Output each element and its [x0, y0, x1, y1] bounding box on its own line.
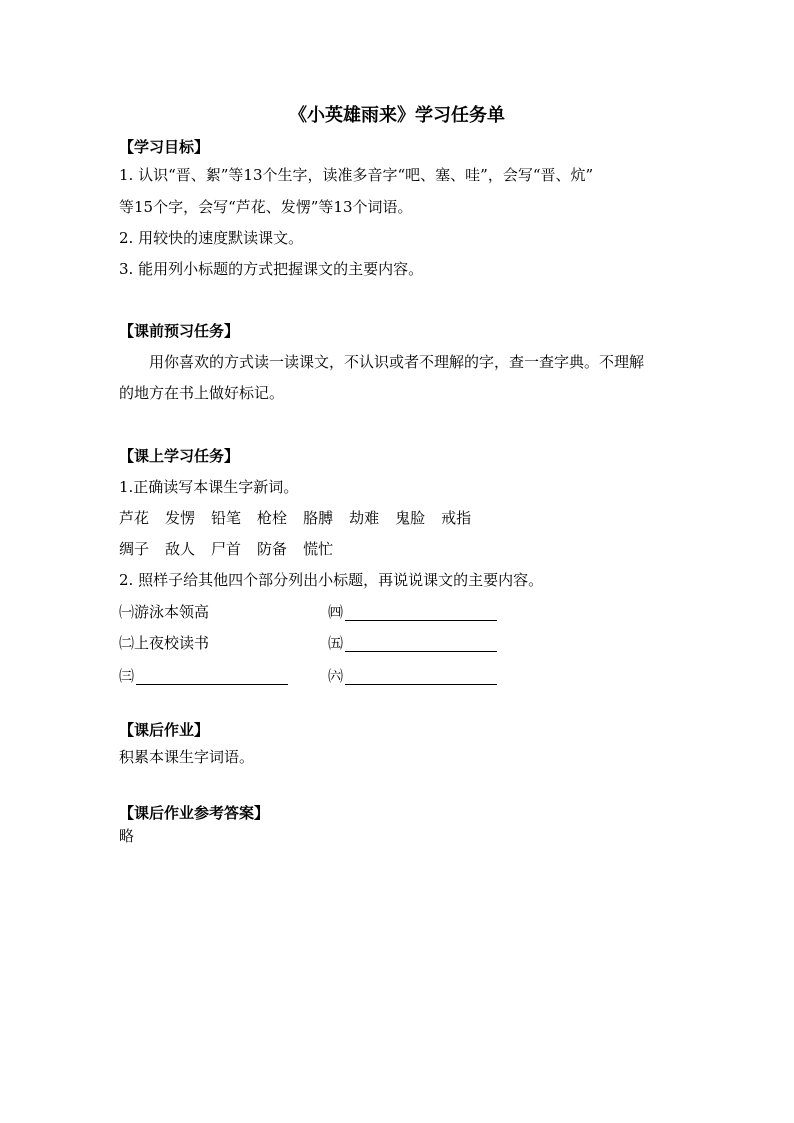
- part-3: [119, 667, 288, 685]
- answers-heading: 【课后作业参考答案】: [119, 804, 270, 822]
- task-2: 2. 照样子给其他四个部分列出小标题，再说说课文的主要内容。: [119, 571, 544, 589]
- part-4: [328, 603, 497, 621]
- part-marker: ㈠: [119, 603, 135, 621]
- preview-heading: 【课前预习任务】: [119, 322, 240, 340]
- word-row-1: [119, 509, 471, 527]
- part-title: 游泳本领高: [134, 603, 210, 621]
- part-blank[interactable]: [345, 670, 497, 685]
- word: 防备: [257, 540, 288, 558]
- word-row-2: [119, 540, 333, 558]
- part-marker: ㈡: [119, 634, 135, 652]
- word: 戒指: [441, 509, 472, 527]
- preview-line-1: 用你喜欢的方式读一读课文，不认识或者不理解的字，查一查字典。不理解: [149, 353, 645, 371]
- objectives-heading: 【学习目标】: [119, 138, 210, 156]
- part-1: [119, 603, 209, 621]
- classwork-heading: 【课上学习任务】: [119, 447, 240, 465]
- part-2: [119, 634, 209, 652]
- part-6: [328, 667, 497, 685]
- objective-1-line-2: 等15个字，会写“芦花、发愣”等13个词语。: [119, 198, 413, 216]
- part-blank[interactable]: [345, 637, 497, 652]
- part-blank[interactable]: [345, 606, 497, 621]
- homework-heading: 【课后作业】: [119, 721, 210, 739]
- part-marker: ㈥: [328, 667, 344, 685]
- part-5: [328, 634, 497, 652]
- part-blank[interactable]: [136, 670, 288, 685]
- word: 发愣: [165, 509, 196, 527]
- task-1: 1.正确读写本课生字新词。: [119, 478, 299, 496]
- objective-2: 2. 用较快的速度默读课文。: [119, 229, 304, 247]
- word: 绸子: [119, 540, 150, 558]
- word: 胳膊: [303, 509, 334, 527]
- part-marker: ㈤: [328, 634, 344, 652]
- word: 枪栓: [257, 509, 288, 527]
- word: 鬼脸: [395, 509, 426, 527]
- answers-text: 略: [119, 827, 135, 845]
- word: 慌忙: [303, 540, 334, 558]
- objective-3: 3. 能用列小标题的方式把握课文的主要内容。: [119, 260, 424, 278]
- part-marker: ㈢: [119, 667, 135, 685]
- word: 敌人: [165, 540, 196, 558]
- preview-line-2: 的地方在书上做好标记。: [119, 384, 285, 402]
- word: 劫难: [349, 509, 380, 527]
- word: 芦花: [119, 509, 150, 527]
- homework-text: 积累本课生字词语。: [119, 748, 255, 766]
- part-marker: ㈣: [328, 603, 344, 621]
- document-title: 《小英雄雨来》学习任务单: [289, 105, 505, 126]
- word: 铅笔: [211, 509, 242, 527]
- word: 尸首: [211, 540, 242, 558]
- part-title: 上夜校读书: [134, 634, 210, 652]
- objective-1-line-1: 1. 认识“晋、絮”等13个生字，读准多音字“吧、塞、哇”，会写“晋、炕”: [119, 166, 594, 184]
